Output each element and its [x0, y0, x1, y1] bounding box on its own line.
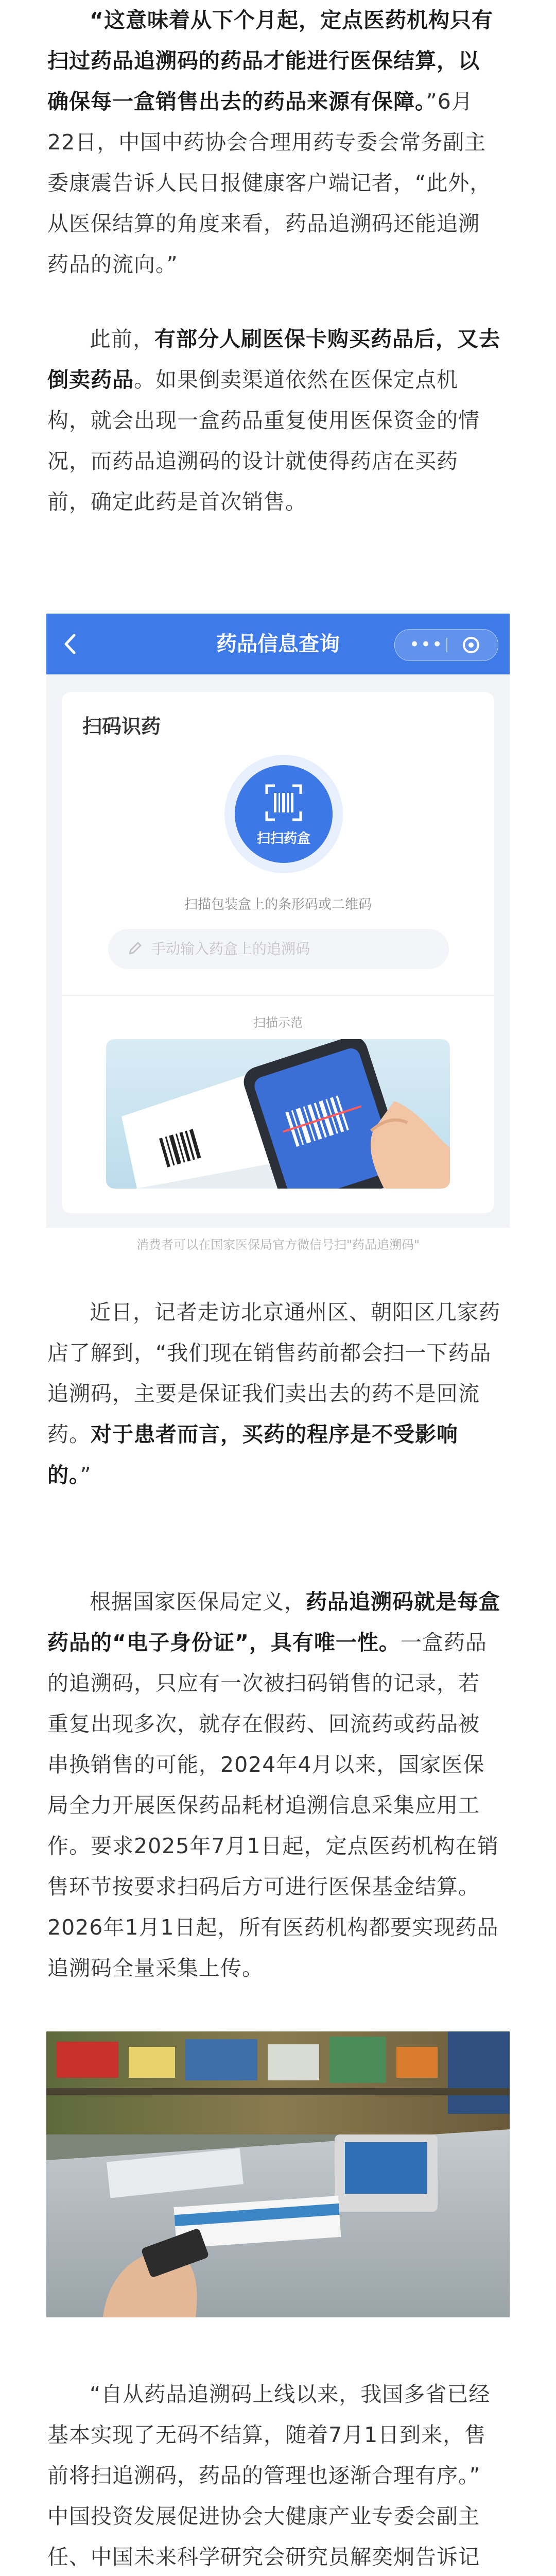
text-run: 中国投资发展促进协会大健康产业专委会副主	[47, 2504, 480, 2529]
text-line	[47, 1704, 509, 1744]
text-run: 串换销售的可能，2024年4月以来，国家医保	[47, 1752, 485, 1777]
section-title: 扫码识药	[82, 715, 161, 738]
scan-barcode-icon	[265, 784, 303, 822]
text-run: 的追溯码，只应有一次被扫码销售的记录，若	[47, 1671, 480, 1696]
paragraph-5	[47, 2374, 509, 2576]
text-line	[47, 1414, 509, 1455]
bold-text-run: “这意味着从下个月起，定点医药机构只有	[90, 8, 493, 32]
text-line	[47, 1333, 509, 1374]
text-run: 售环节按要求扫码后方可进行医保基金结算。	[47, 1874, 480, 1899]
bold-text-run: 对于患者而言，买药的程序是不受影响	[91, 1422, 458, 1447]
text-line	[47, 360, 509, 400]
bold-text-run: 药品的“电子身份证”，具有唯一性。	[47, 1630, 401, 1655]
text-line	[47, 1622, 509, 1663]
text-line	[47, 81, 509, 122]
mini-program-capsule[interactable]	[394, 629, 498, 661]
text-run: 。如果倒卖渠道依然在医保定点机	[134, 367, 458, 392]
bold-text-run: 确保每一盒销售出去的药品来源有保障。	[47, 89, 426, 114]
text-line	[47, 1292, 509, 1333]
text-line	[47, 1867, 509, 1907]
text-run: 根据国家医保局定义，	[90, 1589, 306, 1614]
text-line	[47, 1744, 509, 1785]
text-run: 委康震告诉人民日报健康客户端记者，“此外，	[47, 171, 492, 195]
app-title-bar	[46, 614, 510, 674]
app-title: 药品信息查询	[216, 632, 340, 656]
text-line	[47, 1907, 509, 1948]
scan-button-label: 扫扫药盒	[256, 831, 310, 846]
text-line	[47, 2374, 509, 2415]
text-line	[47, 0, 509, 41]
text-line	[47, 163, 509, 204]
text-line	[47, 244, 509, 285]
text-run: 局全力开展医保药品耗材追溯信息采集应用工	[47, 1793, 480, 1818]
text-line	[47, 1455, 509, 1496]
text-line	[47, 1785, 509, 1826]
text-run: ”	[80, 1463, 92, 1487]
text-run: 药品的流向。”	[47, 252, 178, 277]
manual-code-input[interactable]	[108, 929, 449, 969]
paragraph-1	[47, 0, 509, 285]
text-line	[47, 1582, 509, 1622]
text-line	[47, 1948, 509, 1989]
bold-text-run: 药品追溯码就是每盒	[306, 1589, 500, 1614]
text-run: 重复出现多次，就存在假药、回流药或药品被	[47, 1711, 480, 1736]
text-line	[47, 204, 509, 244]
app-screenshot	[46, 614, 510, 1228]
text-run: 店了解到，“我们现在销售药前都会扫一下药品	[47, 1341, 492, 1365]
text-run: ”6月	[426, 89, 473, 114]
pen-icon	[127, 940, 143, 957]
scan-example-illustration	[106, 1039, 450, 1189]
capsule-divider	[446, 638, 447, 652]
text-run: 基本实现了无码不结算，随着7月1日到来，售	[47, 2422, 486, 2447]
text-line	[47, 2496, 509, 2537]
scan-hint: 扫描包装盒上的条形码或二维码	[184, 897, 372, 912]
text-run: 此前，	[90, 327, 154, 351]
text-line	[47, 1826, 509, 1867]
text-line	[47, 1663, 509, 1704]
bold-text-run: 的。	[47, 1463, 80, 1487]
text-run: 从医保结算的角度来看，药品追溯码还能追溯	[47, 211, 480, 236]
text-run: 前将扫追溯码，药品的管理也逐渐合理有序。”	[47, 2463, 481, 2488]
text-run: 药。	[47, 1422, 91, 1447]
text-run: 况，而药品追溯码的设计就使得药店在买药	[47, 449, 458, 473]
text-line	[47, 2455, 509, 2496]
text-run: “自从药品追溯码上线以来，我国多省已经	[90, 2382, 491, 2406]
pharmacy-scan-photo	[46, 2031, 510, 2317]
text-line	[47, 2537, 509, 2576]
text-run: 近日，记者走访北京通州区、朝阳区几家药	[90, 1300, 500, 1325]
text-run: 追溯码全量采集上传。	[47, 1956, 264, 1980]
text-line	[47, 441, 509, 482]
scan-card	[62, 692, 494, 1213]
text-run: 作。要求2025年7月1日起，定点医药机构在销	[47, 1834, 499, 1858]
text-line	[47, 400, 509, 441]
more-dots-icon[interactable]: •••	[409, 634, 444, 655]
text-run: 追溯码，主要是保证我们卖出去的药不是回流	[47, 1381, 480, 1406]
screenshot-caption: 消费者可以在国家医保局官方微信号扫"药品追溯码"	[136, 1238, 420, 1252]
text-run: 前，确定此药是首次销售。	[47, 489, 307, 514]
bold-text-run: 有部分人刷医保卡购买药品后，又去	[154, 327, 500, 351]
text-line	[47, 41, 509, 81]
text-run: 任、中国未来科学研究会研究员解奕炯告诉记	[47, 2545, 480, 2569]
close-circle-icon[interactable]	[462, 636, 480, 654]
text-run: 2026年1月1日起，所有医药机构都要实现药品	[47, 1915, 499, 1940]
example-title: 扫描示范	[253, 1015, 303, 1030]
text-run: 构，就会出现一盒药品重复使用医保资金的情	[47, 408, 480, 433]
paragraph-2	[47, 319, 509, 522]
text-run: 一盒药品	[400, 1630, 487, 1655]
card-divider	[62, 995, 494, 996]
text-line	[47, 319, 509, 360]
text-line	[47, 122, 509, 163]
manual-code-placeholder: 手动输入药盒上的追溯码	[151, 940, 310, 957]
scan-button[interactable]	[235, 765, 333, 863]
text-line	[47, 482, 509, 522]
text-line	[47, 1374, 509, 1414]
paragraph-4	[47, 1582, 509, 1989]
bold-text-run: 扫过药品追溯码的药品才能进行医保结算，以	[47, 48, 480, 73]
bold-text-run: 倒卖药品	[47, 367, 134, 392]
text-run: 22日，中国中药协会合理用药专委会常务副主	[47, 130, 486, 155]
text-line	[47, 2415, 509, 2455]
paragraph-3	[47, 1292, 509, 1496]
